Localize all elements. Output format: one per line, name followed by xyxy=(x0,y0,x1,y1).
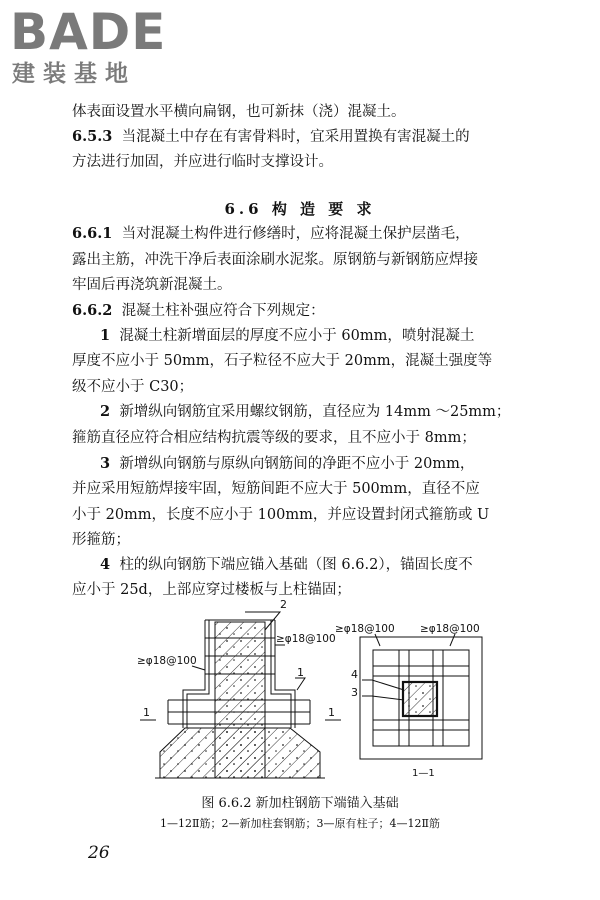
page-number: 26 xyxy=(88,843,110,863)
clause-number: 6.6.2 xyxy=(72,302,113,319)
figure-legend: 1—12Ⅱ筋；2—新加柱套钢筋；3—原有柱子；4—12Ⅱ筋 xyxy=(160,817,440,830)
fig-rebar-label-c: ≥φ18@100 xyxy=(335,623,395,635)
fig-section-1-1: 1—1 xyxy=(412,768,435,779)
logo-subtitle: 建装基地 xyxy=(12,61,136,87)
text-line: 小于 20mm，长度不应小于 100mm，并应设置封闭式箍筋或 U xyxy=(72,507,490,523)
text-line: 新增纵向钢筋宜采用螺纹钢筋，直径应为 14mm ～25mm； xyxy=(119,404,511,420)
text-line: 柱的纵向钢筋下端应锚入基础（图 6.6.2），锚固长度不 xyxy=(119,557,473,573)
fig-rebar-label-b: ≥φ18@100 xyxy=(137,655,197,667)
item-4 xyxy=(100,556,473,574)
plan-drawing xyxy=(360,634,482,759)
fig-rebar-label-a: ≥φ18@100 xyxy=(276,633,336,645)
text-line: 体表面设置水平横向扁钢，也可新抹（浇）混凝土。 xyxy=(72,104,406,120)
text-line: 级不应小于 C30； xyxy=(72,379,194,395)
item-number: 3 xyxy=(100,455,111,472)
figure-caption: 图 6.6.2 新加柱钢筋下端锚入基础 xyxy=(201,796,399,811)
logo xyxy=(10,3,180,92)
text-line: 箍筋直径应符合相应结构抗震等级的要求，且不应小于 8mm； xyxy=(72,430,476,446)
text-line: 方法进行加固，并应进行临时支撑设计。 xyxy=(72,154,333,170)
item-number: 2 xyxy=(100,403,111,420)
text-line: 混凝土柱补强应符合下列规定： xyxy=(121,303,325,319)
item-number: 1 xyxy=(100,327,111,344)
text-line: 形箍筋； xyxy=(72,532,130,548)
fig-section-mark-left: 1 xyxy=(143,706,150,719)
fig-label-2: 2 xyxy=(280,598,287,611)
text-line: 露出主筋，冲洗干净后表面涂刷水泥浆。原钢筋与新钢筋应焊接 xyxy=(72,252,478,268)
text-line: 应小于 25d，上部应穿过楼板与上柱锚固； xyxy=(72,582,351,598)
fig-label-1-right: 1 xyxy=(297,666,304,679)
item-1 xyxy=(100,327,474,345)
fig-label-3: 3 xyxy=(351,686,358,699)
text-line: 厚度不应小于 50mm，石子粒径不应大于 20mm，混凝土强度等 xyxy=(72,353,493,369)
text-line: 当对混凝土构件进行修缮时，应将混凝土保护层凿毛， xyxy=(121,226,470,242)
text-line: 并应采用短筋焊接牢固，短筋间距不应大于 500mm，直径不应 xyxy=(72,481,480,497)
clause-6-6-2 xyxy=(72,302,325,320)
text-line: 当混凝土中存在有害骨料时，宜采用置换有害混凝土的 xyxy=(121,129,470,145)
clause-6-6-1 xyxy=(72,225,470,243)
text-line: 新增纵向钢筋与原纵向钢筋间的净距不应小于 20mm， xyxy=(119,456,475,472)
clause-6-5-3 xyxy=(72,128,470,146)
item-3 xyxy=(100,455,474,473)
fig-label-4: 4 xyxy=(351,668,358,681)
section-title: 6.6 构 造 要 求 xyxy=(224,200,376,218)
item-2 xyxy=(100,403,510,421)
elevation-drawing xyxy=(140,612,341,778)
text-line: 牢固后再浇筑新混凝土。 xyxy=(72,277,232,293)
item-number: 4 xyxy=(100,556,111,573)
fig-section-mark-right: 1 xyxy=(328,706,335,719)
text-line: 混凝土柱新增面层的厚度不应小于 60mm，喷射混凝土 xyxy=(119,328,475,344)
fig-rebar-label-d: ≥φ18@100 xyxy=(420,623,480,635)
logo-brand: BADE xyxy=(10,3,167,61)
clause-number: 6.6.1 xyxy=(72,225,113,242)
clause-number: 6.5.3 xyxy=(72,128,113,145)
